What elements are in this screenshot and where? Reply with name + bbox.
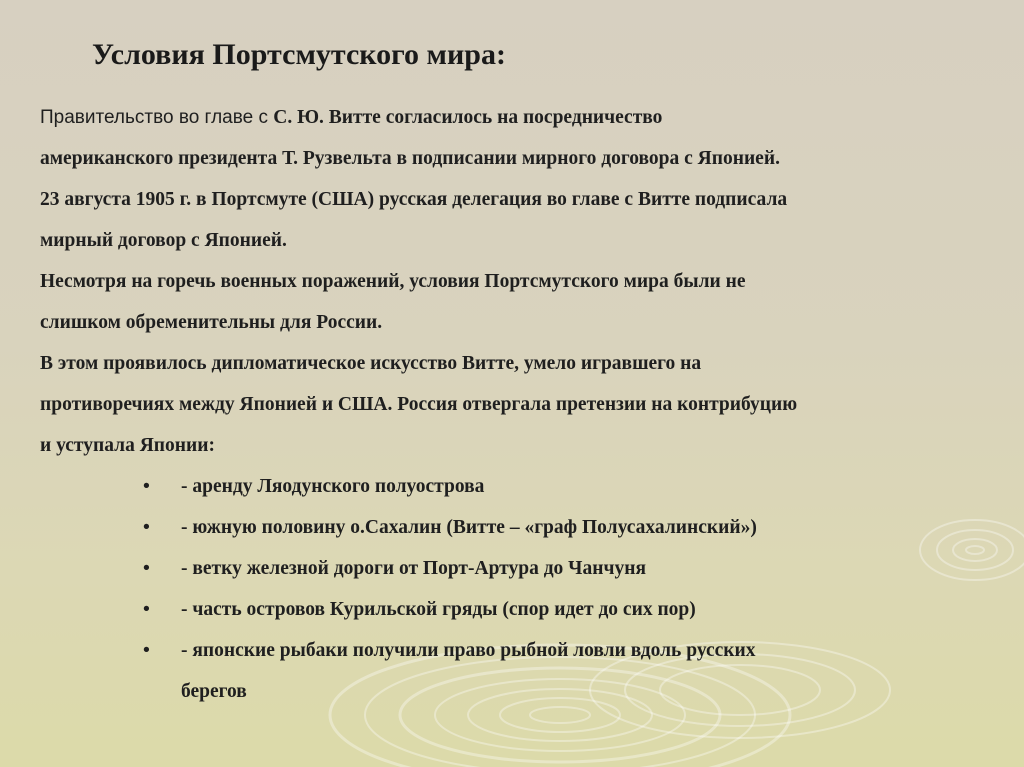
text-line: [40, 425, 920, 466]
list-item-text: - японские рыбаки получили право рыбной ловли вдоль русских: [181, 640, 756, 661]
text-line: [40, 261, 920, 302]
list-item: [143, 589, 903, 630]
text-run: и уступала Японии:: [40, 435, 215, 456]
list-item: [143, 466, 903, 507]
text-line: [40, 343, 920, 384]
text-line: [40, 302, 920, 343]
list-item-text: берегов: [181, 681, 247, 702]
slide-title: Условия Портсмутского мира:: [92, 38, 506, 71]
text-line: [40, 384, 920, 425]
list-item-text: - аренду Ляодунского полуострова: [181, 476, 485, 497]
text-line: [40, 220, 920, 261]
text-run: 23 августа 1905 г. в Портсмуте (США) русская делегация во главе с Витте подписала: [40, 189, 788, 210]
text-run: Правительство во главе с: [40, 107, 274, 128]
text-line: [40, 138, 920, 179]
text-run: американского президента Т. Рузвельта в подписании мирного договора с Японией.: [40, 148, 780, 169]
list-item-text: - южную половину о.Сахалин (Витте – «граф Полусахалинский»): [181, 517, 757, 538]
list-item-text: - ветку железной дороги от Порт-Артура до Чанчуня: [181, 558, 647, 579]
list-item: [143, 548, 903, 589]
bullet-icon: •: [143, 557, 150, 579]
text-run: противоречиях между Японией и США. Россия отвергала претензии на контрибуцию: [40, 394, 798, 415]
list-item: [143, 507, 903, 548]
text-run: С. Ю. Витте согласилось на посредничество: [273, 107, 663, 128]
text-run: Несмотря на горечь военных поражений, условия Портсмутского мира были не: [40, 271, 746, 292]
concessions-list: [143, 466, 903, 712]
bullet-icon: •: [143, 598, 150, 620]
list-item: [143, 630, 903, 712]
text-line: [40, 179, 920, 220]
text-line: [40, 97, 920, 138]
body-text: [40, 97, 920, 466]
text-run: В этом проявилось дипломатическое искусство Витте, умело игравшего на: [40, 353, 702, 374]
bullet-icon: •: [143, 475, 150, 497]
bullet-icon: •: [143, 639, 150, 661]
list-item-text: - часть островов Курильской гряды (спор идет до сих пор): [181, 599, 696, 620]
text-run: мирный договор с Японией.: [40, 230, 287, 251]
bullet-icon: •: [143, 516, 150, 538]
text-run: слишком обременительны для России.: [40, 312, 383, 333]
